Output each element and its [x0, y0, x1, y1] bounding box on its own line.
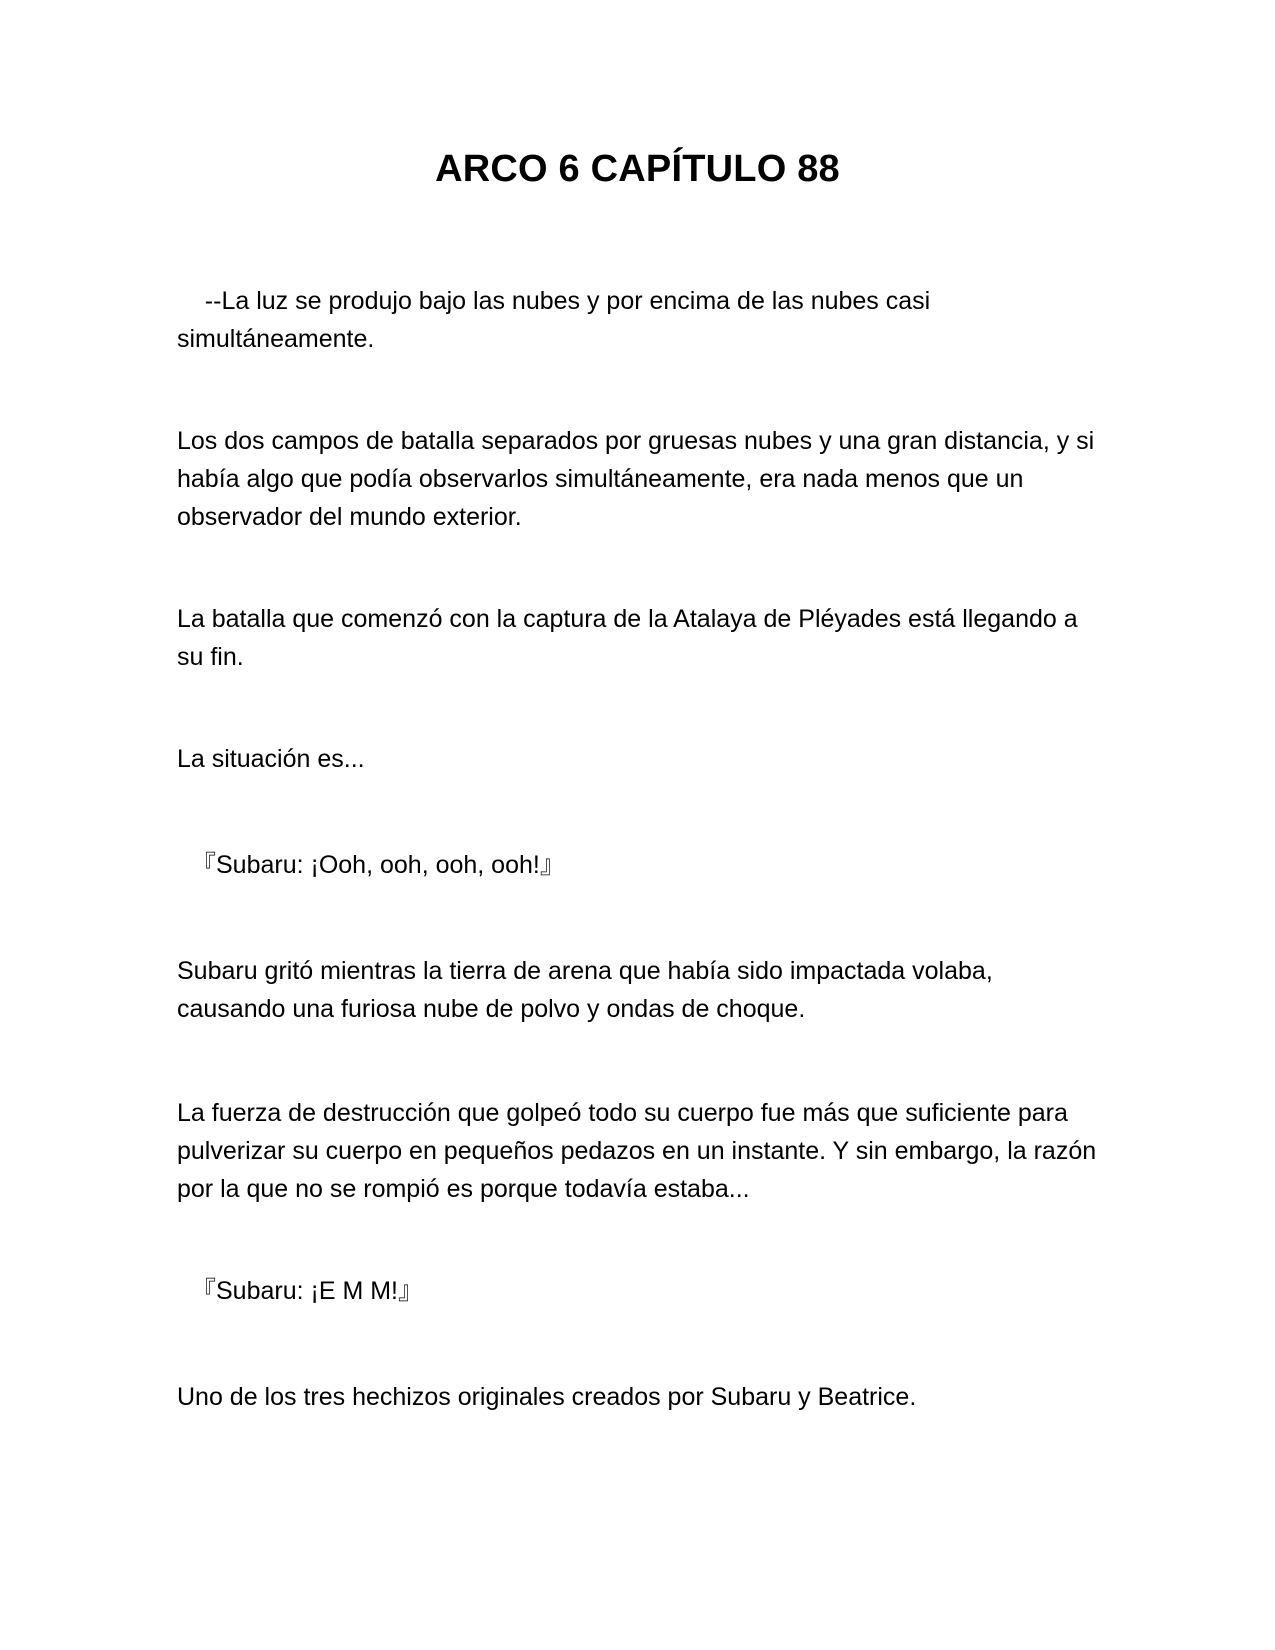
paragraph: Uno de los tres hechizos originales creados por Subaru y Beatrice.	[177, 1383, 917, 1411]
paragraph: Subaru gritó mientras la tierra de arena que había sido impactada volaba, causando una furiosa nube de polvo y ondas de choque.	[177, 957, 1000, 1023]
paragraph: La situación es...	[177, 745, 365, 773]
paragraph: La fuerza de destrucción que golpeó todo su cuerpo fue más que suficiente para pulverizar su cuerpo en pequeños pedazos en un instante. Y sin embargo, la razón por la que no se rompió es porque todavía estaba...	[177, 1099, 1104, 1203]
paragraph: Los dos campos de batalla separados por gruesas nubes y una gran distancia, y si había algo que podía observarlos simultáneamente, era nada menos que un observador del mundo exterior.	[177, 427, 1102, 531]
paragraph: La batalla que comenzó con la captura de la Atalaya de Pléyades está llegando a su fin.	[177, 605, 1085, 671]
dialogue-line: 『Subaru: ¡E M M!』	[191, 1277, 423, 1305]
dialogue-line: 『Subaru: ¡Ooh, ooh, ooh, ooh!』	[191, 851, 565, 879]
chapter-title: ARCO 6 CAPÍTULO 88	[435, 148, 840, 190]
paragraph: --La luz se produjo bajo las nubes y por encima de las nubes casi simultáneamente.	[177, 287, 938, 353]
